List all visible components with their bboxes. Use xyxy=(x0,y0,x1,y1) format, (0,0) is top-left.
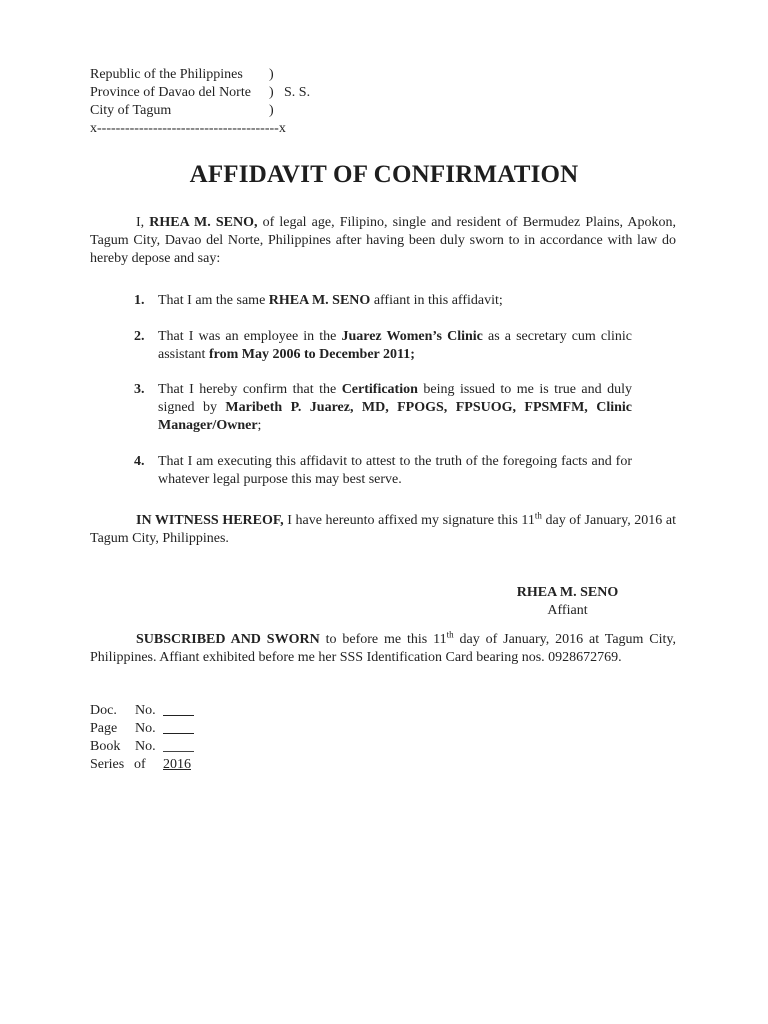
item-text: affiant in this affidavit; xyxy=(370,293,503,308)
list-item xyxy=(135,453,632,489)
ordinal-suffix: th xyxy=(446,629,454,640)
venue-city-text: City of Tagum xyxy=(90,103,172,118)
list-item xyxy=(135,328,632,364)
venue-separator: x---------------------------------------x xyxy=(90,121,286,136)
signature-name: RHEA M. SENO xyxy=(516,585,619,600)
item-text: as a secretary cum clinic assistant xyxy=(158,329,633,362)
venue-paren: ) xyxy=(269,103,274,118)
notary-row-page xyxy=(90,720,250,738)
item-bold: Maribeth P. Juarez, MD, FPOGS, FPSUOG, FPSMFM, Clinic Manager/Owner xyxy=(158,400,632,433)
item-text: being issued to me is true and duly signed by xyxy=(158,382,632,415)
witness-text: I have hereunto affixed my signature this 11 xyxy=(283,513,535,528)
notary-blank xyxy=(163,720,194,740)
affiant-name: RHEA M. SENO, xyxy=(149,215,258,230)
item-bold: Juarez Women’s Clinic xyxy=(341,329,483,344)
venue-republic-text: Republic of the Philippines xyxy=(90,67,243,82)
venue-paren: ) xyxy=(269,85,274,100)
signature-block xyxy=(480,584,655,620)
item-number: 4. xyxy=(134,454,145,469)
notary-label: Book xyxy=(90,739,121,754)
venue-province-text: Province of Davao del Norte xyxy=(90,85,251,100)
notary-row-series xyxy=(90,756,250,774)
document-title: AFFIDAVIT OF CONFIRMATION xyxy=(189,161,579,188)
item-text: That I am the same xyxy=(158,293,269,308)
venue-province xyxy=(90,84,350,102)
item-number: 1. xyxy=(134,293,145,308)
venue-city xyxy=(90,102,350,120)
item-number: 3. xyxy=(134,382,145,397)
notary-sublabel: No. xyxy=(135,739,156,754)
notary-label: Series xyxy=(90,757,125,772)
notary-sublabel: No. xyxy=(135,703,156,718)
notary-blank xyxy=(163,702,194,722)
venue-ss: S. S. xyxy=(284,85,311,100)
intro-paragraph xyxy=(90,214,676,268)
witness-paragraph xyxy=(90,512,676,548)
item-bold: Certification xyxy=(341,382,418,397)
item-text: That I was an employee in the xyxy=(158,329,342,344)
item-number: 2. xyxy=(134,329,145,344)
witness-heading: IN WITNESS HEREOF, xyxy=(136,513,284,528)
notary-series-value: 2016 xyxy=(163,757,191,772)
intro-text: of legal age, Filipino, single and resident of Bermudez Plains, Apokon, Tagum City, Davao del Norte, Philippines after having been duly sworn to in accordance with law do hereby depose and say: xyxy=(90,215,677,266)
item-bold: RHEA M. SENO xyxy=(268,293,371,308)
notarial-register xyxy=(90,702,250,774)
notary-row-doc xyxy=(90,702,250,720)
notary-label: Doc. xyxy=(90,703,117,718)
jurat-heading: SUBSCRIBED AND SWORN xyxy=(136,632,320,647)
jurat-text: day of January, 2016 at Tagum City, Philippines. Affiant exhibited before me her SSS Identification Card bearing nos. 0928672769. xyxy=(90,632,677,665)
notary-row-book xyxy=(90,738,250,756)
notary-label: Page xyxy=(90,721,118,736)
witness-text: day of January, 2016 at Tagum City, Philippines. xyxy=(90,513,676,546)
venue-republic xyxy=(90,66,350,84)
signature-role: Affiant xyxy=(547,603,588,618)
list-item xyxy=(135,292,632,310)
venue-block xyxy=(90,66,350,138)
intro-prefix: I, xyxy=(136,215,150,230)
item-text: ; xyxy=(257,418,262,433)
jurat-text: to before me this 11 xyxy=(319,632,447,647)
item-text: That I am executing this affidavit to attest to the truth of the foregoing facts and for whatever legal purpose this may best serve. xyxy=(158,454,632,487)
jurat-paragraph xyxy=(90,631,676,667)
notary-blank xyxy=(163,738,194,758)
notary-sublabel: No. xyxy=(135,721,156,736)
item-text: That I hereby confirm that the xyxy=(158,382,342,397)
ordinal-suffix: th xyxy=(534,510,542,521)
item-bold: from May 2006 to December 2011; xyxy=(208,347,415,362)
list-item xyxy=(135,381,632,435)
notary-sublabel: of xyxy=(134,757,146,772)
venue-paren: ) xyxy=(269,67,274,82)
